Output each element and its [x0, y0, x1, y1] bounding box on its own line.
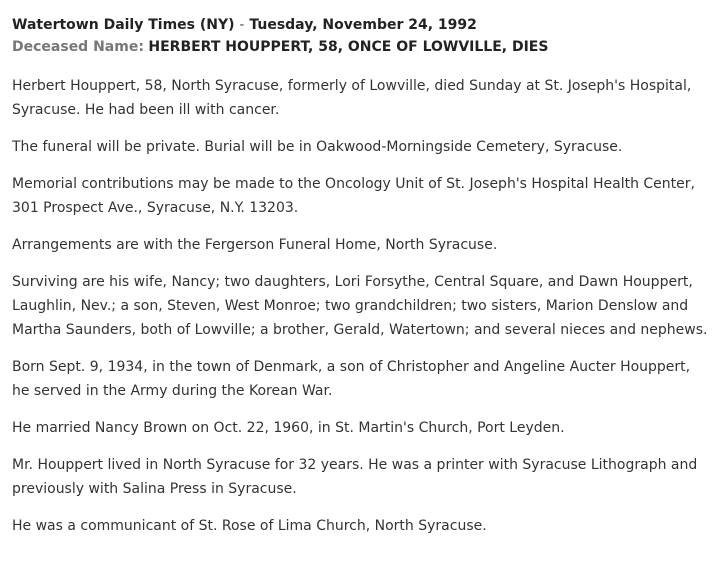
paragraph-birth: Born Sept. 9, 1934, in the town of Denmark, a son of Christopher and Angeline Aucter Houppert, he served in the Army during the Korean War. [12, 359, 691, 399]
paragraph-memorial-contributions: Memorial contributions may be made to the Oncology Unit of St. Joseph's Hospital Health Center, 301 Prospect Ave., Syracuse, N.Y. 13203. [12, 176, 695, 216]
deceased-name-label: Deceased Name: [12, 39, 144, 55]
paragraph-death-notice: Herbert Houppert, 58, North Syracuse, formerly of Lowville, died Sunday at St. Joseph's Hospital, Syracuse. He had been ill with cancer. [12, 78, 692, 118]
deceased-name-line [12, 36, 714, 58]
header-separator: - [239, 17, 245, 33]
paragraph-funeral: The funeral will be private. Burial will be in Oakwood-Morningside Cemetery, Syracuse. [12, 139, 623, 155]
obituary-body [12, 74, 714, 538]
paragraph-church: He was a communicant of St. Rose of Lima Church, North Syracuse. [12, 518, 487, 534]
deceased-name-value: HERBERT HOUPPERT, 58, ONCE OF LOWVILLE, DIES [148, 39, 549, 55]
paragraph-survivors: Surviving are his wife, Nancy; two daughters, Lori Forsythe, Central Square, and Dawn Houppert, Laughlin, Nev.; a son, Steven, West Monroe; two grandchildren; two sisters, Marion Denslow and Martha Saunders, both of Lowville; a brother, Gerald, Watertown; and several nieces and nephews. [12, 274, 708, 338]
paragraph-arrangements: Arrangements are with the Fergerson Funeral Home, North Syracuse. [12, 237, 498, 253]
publication-date: Tuesday, November 24, 1992 [249, 17, 477, 33]
paragraph-marriage: He married Nancy Brown on Oct. 22, 1960, in St. Martin's Church, Port Leyden. [12, 420, 565, 436]
publication-name: Watertown Daily Times (NY) [12, 17, 235, 33]
paragraph-career: Mr. Houppert lived in North Syracuse for 32 years. He was a printer with Syracuse Lithograph and previously with Salina Press in Syracuse. [12, 457, 698, 497]
publication-header [12, 14, 714, 36]
